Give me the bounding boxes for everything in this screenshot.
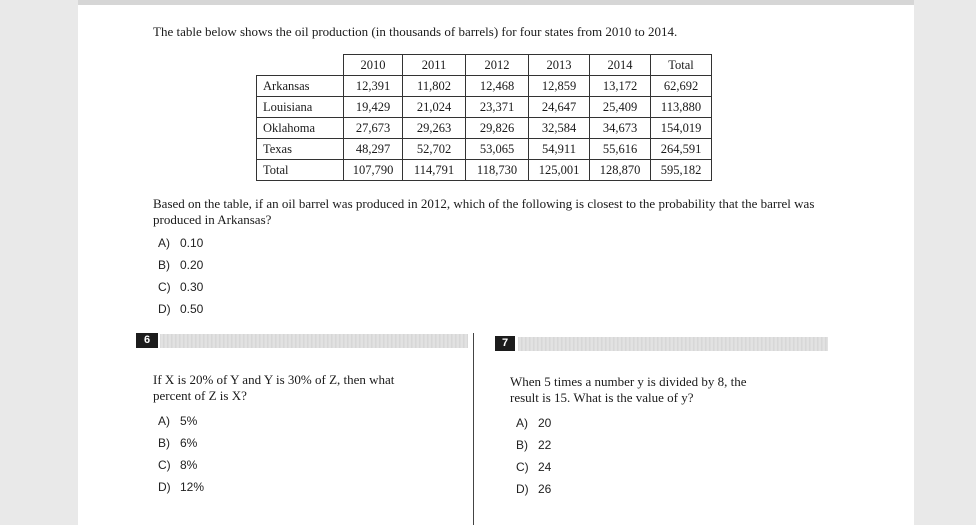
question-6-line2: percent of Z is X? [153,388,247,403]
choice-label: D) [158,302,171,316]
choice-label: C) [516,460,529,474]
table-cell: 21,024 [403,97,466,118]
table-cell: 114,791 [403,160,466,181]
question-7-choices [516,416,551,504]
choice-label: A) [158,414,170,428]
choice-d[interactable] [158,480,204,502]
table-cell: 62,692 [651,76,712,97]
worksheet-page [78,0,914,525]
table-cell: 23,371 [466,97,529,118]
column-divider [473,333,474,525]
choice-value: 5% [180,414,198,428]
question-7-line2: result is 15. What is the value of y? [510,390,694,405]
table-cell: 12,468 [466,76,529,97]
row-label: Arkansas [257,76,344,97]
choice-value: 0.30 [180,280,204,294]
question-5-choices [158,236,203,324]
choice-label: C) [158,458,171,472]
table-row [257,118,712,139]
choice-c[interactable] [158,280,203,302]
table-cell: 29,826 [466,118,529,139]
choice-value: 22 [538,438,552,452]
row-label: Louisiana [257,97,344,118]
table-cell: 32,584 [529,118,590,139]
question-7-number: 7 [495,336,515,351]
table-cell: 113,880 [651,97,712,118]
question-6-number: 6 [136,333,158,348]
table-cell: 12,391 [344,76,403,97]
question-7-text [510,374,746,406]
table-cell: 128,870 [590,160,651,181]
choice-c[interactable] [158,458,204,480]
choice-d[interactable] [516,482,551,504]
choice-value: 12% [180,480,205,494]
table-cell: 24,647 [529,97,590,118]
choice-a[interactable] [158,236,203,258]
table-cell: 52,702 [403,139,466,160]
header-2010: 2010 [344,55,403,76]
choice-b[interactable] [158,258,203,280]
table-row [257,139,712,160]
table-row [257,97,712,118]
choice-a[interactable] [516,416,551,438]
question-6-line1: If X is 20% of Y and Y is 30% of Z, then what [153,372,395,387]
choice-label: A) [516,416,528,430]
table-intro: The table below shows the oil production (in thousands of barrels) for four states from 2010 to 2014. [153,24,678,39]
table-cell: 13,172 [590,76,651,97]
choice-b[interactable] [158,436,204,458]
table-cell: 118,730 [466,160,529,181]
table-cell: 29,263 [403,118,466,139]
table-cell: 27,673 [344,118,403,139]
choice-value: 0.10 [180,236,204,250]
table-row [257,76,712,97]
choice-label: C) [158,280,171,294]
choice-label: B) [516,438,528,452]
choice-value: 0.20 [180,258,204,272]
choice-value: 26 [538,482,552,496]
question-6-choices [158,414,204,502]
table-cell: 264,591 [651,139,712,160]
choice-value: 8% [180,458,198,472]
question-7-line1: When 5 times a number y is divided by 8, the [510,374,747,389]
choice-value: 6% [180,436,198,450]
question-6-header-bar [160,334,468,348]
choice-value: 24 [538,460,552,474]
header-2012: 2012 [466,55,529,76]
table-cell: 25,409 [590,97,651,118]
choice-label: B) [158,258,170,272]
choice-label: D) [516,482,529,496]
header-2013: 2013 [529,55,590,76]
table-cell: 54,911 [529,139,590,160]
row-label: Total [257,160,344,181]
row-label: Texas [257,139,344,160]
table-cell: 154,019 [651,118,712,139]
choice-value: 20 [538,416,552,430]
choice-label: A) [158,236,170,250]
table-header-row [257,55,712,76]
table-cell: 34,673 [590,118,651,139]
corner-cell [257,55,344,76]
table-cell: 48,297 [344,139,403,160]
choice-d[interactable] [158,302,203,324]
table-cell: 11,802 [403,76,466,97]
table-cell: 19,429 [344,97,403,118]
choice-value: 0.50 [180,302,204,316]
header-2014: 2014 [590,55,651,76]
question-7-header-bar [518,337,828,351]
choice-c[interactable] [516,460,551,482]
table-cell: 12,859 [529,76,590,97]
question-5-text: Based on the table, if an oil barrel was produced in 2012, which of the following is closest to the probability that the barrel was produced in Arkansas? [153,196,815,227]
choice-label: D) [158,480,171,494]
top-border [78,0,914,5]
table-row [257,160,712,181]
oil-production-table [256,54,712,181]
choice-b[interactable] [516,438,551,460]
choice-a[interactable] [158,414,204,436]
header-total: Total [651,55,712,76]
question-6-text [153,372,394,404]
row-label: Oklahoma [257,118,344,139]
table-cell: 107,790 [344,160,403,181]
table-cell: 125,001 [529,160,590,181]
table-cell: 595,182 [651,160,712,181]
header-2011: 2011 [403,55,466,76]
table-cell: 53,065 [466,139,529,160]
table-cell: 55,616 [590,139,651,160]
choice-label: B) [158,436,170,450]
